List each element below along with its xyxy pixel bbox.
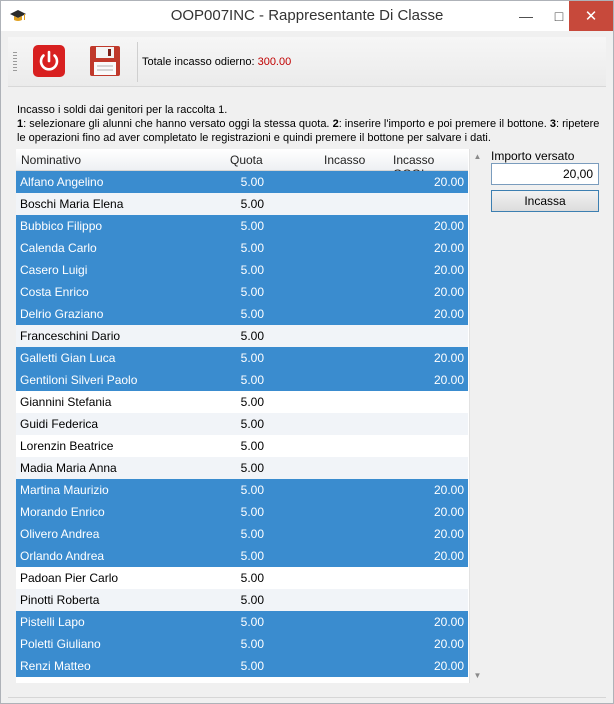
scroll-up-icon[interactable]: ▲ (473, 152, 482, 161)
table-row[interactable] (16, 523, 468, 545)
cell-nominativo: Casero Luigi (20, 263, 88, 277)
table-row[interactable] (16, 655, 468, 677)
column-header-quota[interactable]: Quota (230, 153, 263, 167)
incassa-button[interactable]: Incassa (491, 190, 599, 212)
toolbar-grip[interactable] (13, 52, 17, 72)
cell-nominativo: Olivero Andrea (20, 527, 100, 541)
cell-quota: 5.00 (240, 549, 264, 563)
cell-nominativo: Bubbico Filippo (20, 219, 103, 233)
table-row[interactable] (16, 567, 468, 589)
step1-number: 1 (17, 118, 24, 130)
cell-quota: 5.00 (240, 417, 264, 431)
cell-incasso-oggi: 20.00 (433, 373, 464, 387)
step3-text: : ripetere le operazioni fino ad aver completato le registrazioni e quindi premere il bottone per salvare i dati. (17, 118, 600, 144)
cell-quota: 5.00 (240, 175, 264, 189)
cell-incasso-oggi: 20.00 (433, 241, 464, 255)
cell-quota: 5.00 (240, 527, 264, 541)
table-row[interactable] (16, 325, 468, 347)
minimize-button[interactable]: — (519, 8, 533, 24)
cell-incasso-oggi: 20.00 (433, 219, 464, 233)
table-row[interactable] (16, 259, 468, 281)
save-button[interactable] (86, 43, 124, 81)
cell-nominativo: Guidi Federica (20, 417, 99, 431)
totale-value: 300.00 (257, 56, 292, 68)
instructions-steps (17, 117, 607, 145)
table-row[interactable] (16, 457, 468, 479)
cell-nominativo: Pinotti Roberta (20, 593, 100, 607)
totale-incasso (142, 56, 291, 68)
cell-quota: 5.00 (240, 461, 264, 475)
cell-nominativo: Poletti Giuliano (20, 637, 101, 651)
table-row[interactable] (16, 611, 468, 633)
cell-incasso-oggi: 20.00 (433, 637, 464, 651)
importo-label: Importo versato (491, 149, 575, 163)
importo-input[interactable] (491, 163, 599, 185)
cell-nominativo: Pistelli Lapo (20, 615, 85, 629)
table-row[interactable] (16, 391, 468, 413)
cell-quota: 5.00 (240, 439, 264, 453)
table-row[interactable] (16, 413, 468, 435)
toolbar (8, 37, 606, 87)
cell-incasso-oggi: 20.00 (433, 659, 464, 673)
cell-quota: 5.00 (240, 351, 264, 365)
cell-quota: 5.00 (240, 593, 264, 607)
bottom-divider (8, 697, 606, 698)
cell-incasso-oggi: 20.00 (433, 505, 464, 519)
cell-incasso-oggi: 20.00 (433, 263, 464, 277)
power-icon (32, 44, 66, 81)
students-grid[interactable] (16, 149, 484, 683)
cell-quota: 5.00 (240, 659, 264, 673)
table-row[interactable] (16, 347, 468, 369)
cell-quota: 5.00 (240, 505, 264, 519)
table-row[interactable] (16, 303, 468, 325)
table-row[interactable] (16, 193, 468, 215)
cell-nominativo: Giannini Stefania (20, 395, 112, 409)
cell-nominativo: Costa Enrico (20, 285, 89, 299)
scroll-down-icon[interactable]: ▼ (473, 671, 482, 680)
window-title: OOP007INC - Rappresentante Di Classe (170, 7, 444, 24)
cell-nominativo: Martina Maurizio (20, 483, 109, 497)
cell-incasso-oggi: 20.00 (433, 483, 464, 497)
cell-quota: 5.00 (240, 483, 264, 497)
column-header-incasso[interactable]: Incasso (324, 153, 366, 167)
cell-quota: 5.00 (240, 395, 264, 409)
cell-nominativo: Madia Maria Anna (20, 461, 117, 475)
maximize-button[interactable]: □ (554, 8, 564, 24)
table-row[interactable] (16, 237, 468, 259)
toolbar-separator (137, 42, 138, 82)
table-row[interactable] (16, 369, 468, 391)
table-row[interactable] (16, 479, 468, 501)
cell-nominativo: Gentiloni Silveri Paolo (20, 373, 138, 387)
step2-number: 2 (332, 118, 339, 130)
cell-nominativo: Boschi Maria Elena (20, 197, 124, 211)
cell-quota: 5.00 (240, 197, 264, 211)
cell-incasso-oggi: 20.00 (433, 615, 464, 629)
cell-nominativo: Delrio Graziano (20, 307, 104, 321)
cell-nominativo: Alfano Angelino (20, 175, 104, 189)
instructions (17, 103, 607, 145)
cell-nominativo: Morando Enrico (20, 505, 105, 519)
floppy-disk-icon (89, 45, 121, 80)
cell-quota: 5.00 (240, 241, 264, 255)
cell-nominativo: Franceschini Dario (20, 329, 121, 343)
cell-incasso-oggi: 20.00 (433, 351, 464, 365)
table-row[interactable] (16, 281, 468, 303)
table-row[interactable] (16, 501, 468, 523)
table-row[interactable] (16, 589, 468, 611)
totale-label: Totale incasso odierno: (142, 56, 255, 68)
cell-nominativo: Padoan Pier Carlo (20, 571, 119, 585)
column-header-nominativo[interactable]: Nominativo (21, 153, 82, 167)
cell-quota: 5.00 (240, 285, 264, 299)
cell-nominativo: Calenda Carlo (20, 241, 97, 255)
cell-nominativo: Lorenzin Beatrice (20, 439, 114, 453)
table-row[interactable] (16, 171, 468, 193)
table-row[interactable] (16, 435, 468, 457)
grid-rows (16, 171, 468, 677)
cell-quota: 5.00 (240, 263, 264, 277)
title-bar (1, 1, 613, 31)
cell-incasso-oggi: 20.00 (433, 549, 464, 563)
exit-button[interactable] (30, 43, 68, 81)
cell-quota: 5.00 (240, 571, 264, 585)
step1-text: : selezionare gli alunni che hanno versato oggi la stessa quota. (23, 118, 333, 130)
step3-number: 3 (549, 118, 557, 130)
close-button[interactable]: ✕ (569, 1, 613, 31)
step2-text: : inserire l'importo e poi premere il bottone. (338, 118, 550, 130)
table-row[interactable] (16, 215, 468, 237)
cell-incasso-oggi: 20.00 (433, 527, 464, 541)
cell-nominativo: Renzi Matteo (20, 659, 91, 673)
cell-quota: 5.00 (240, 373, 264, 387)
table-row[interactable] (16, 633, 468, 655)
cell-incasso-oggi: 20.00 (433, 307, 464, 321)
table-row[interactable] (16, 545, 468, 567)
cell-quota: 5.00 (240, 637, 264, 651)
cell-nominativo: Orlando Andrea (20, 549, 105, 563)
cell-quota: 5.00 (240, 307, 264, 321)
cell-nominativo: Galletti Gian Luca (20, 351, 116, 365)
column-header-incasso-oggi[interactable]: Incasso (393, 153, 435, 167)
instructions-line1: Incasso i soldi dai genitori per la raccolta 1. (17, 104, 228, 116)
cell-quota: 5.00 (240, 219, 264, 233)
grid-header (16, 149, 468, 171)
cell-quota: 5.00 (240, 329, 264, 343)
cell-incasso-oggi: 20.00 (433, 285, 464, 299)
cell-incasso-oggi: 20.00 (433, 175, 464, 189)
cell-quota: 5.00 (240, 615, 264, 629)
vertical-scrollbar[interactable] (469, 149, 484, 683)
